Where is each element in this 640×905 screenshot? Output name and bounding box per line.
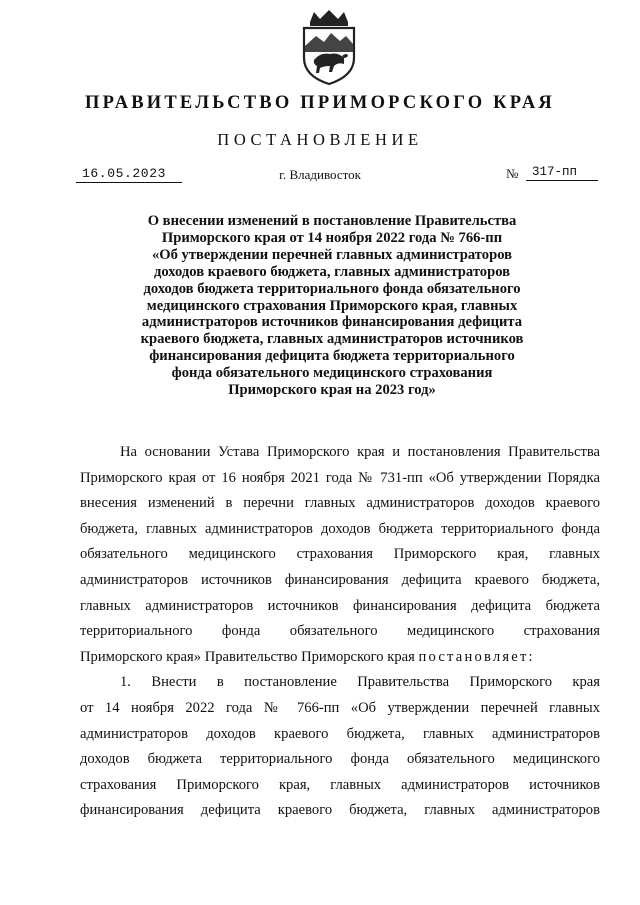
body-line: обязательного медицинского страхования Приморского края, главных — [80, 546, 600, 563]
document-subject — [132, 213, 532, 399]
paragraph-item-1 — [80, 670, 600, 824]
subject-line: медицинского страхования Приморского края, главных — [146, 297, 518, 314]
subject-line: «Об утверждении перечней главных администраторов — [151, 246, 513, 263]
body-line-text: Приморского края» Правительство Приморского края — [80, 648, 415, 665]
document-number: 317-пп — [526, 164, 598, 181]
subject-line: краевого бюджета, главных администраторов источников — [140, 331, 524, 348]
body-line: от 14 ноября 2022 года № 766-пп «Об утверждении перечней главных — [80, 699, 600, 716]
subject-line: доходов краевого бюджета, главных администраторов — [153, 263, 511, 280]
subject-line: доходов бюджета территориального фонда обязательного — [143, 280, 521, 297]
body-line: Приморского края от 16 ноября 2021 года № 731-пп «Об утверждении Порядка — [80, 469, 600, 486]
subject-line: администраторов источников финансирования дефицита — [141, 314, 523, 331]
body-line: На основании Устава Приморского края и постановления Правительства — [120, 444, 600, 460]
subject-line: фонда обязательного медицинского страхования — [171, 365, 493, 382]
resolution-word: постановляет: — [418, 648, 535, 665]
body-line: страхования Приморского края, главных администраторов источников — [80, 776, 600, 793]
subject-line: О внесении изменений в постановление Правительства — [147, 213, 517, 229]
document-type: ПОСТАНОВЛЕНИЕ — [217, 130, 423, 149]
body-line: территориального фонда обязательного медицинского страхования — [80, 623, 600, 640]
body-line: финансирования дефицита краевого бюджета, главных администраторов — [80, 802, 600, 819]
body-line: администраторов доходов краевого бюджета, главных администраторов — [80, 725, 600, 742]
number-sign: № — [506, 166, 519, 181]
body-line: главных администраторов источников финансирования дефицита бюджета — [80, 597, 600, 614]
document-body — [80, 440, 600, 824]
subject-line: Приморского края на 2023 год» — [228, 382, 436, 399]
org-title: ПРАВИТЕЛЬСТВО ПРИМОРСКОГО КРАЯ — [84, 93, 555, 113]
document-city: г. Владивосток — [279, 167, 361, 182]
body-line — [80, 645, 600, 671]
subject-line: Приморского края от 14 ноября 2022 года № 766-пп — [161, 229, 503, 246]
primorsky-coat-of-arms-icon — [298, 8, 360, 86]
body-line: бюджета, главных администраторов доходов бюджета территориального фонда — [80, 520, 600, 537]
body-line: внесения изменений в перечни главных администраторов доходов краевого — [80, 495, 600, 512]
document-meta-row — [0, 166, 640, 188]
body-line: доходов бюджета территориального фонда обязательного медицинского — [80, 751, 600, 768]
body-line: 1. Внести в постановление Правительства Приморского края — [120, 674, 600, 691]
document-date: 16.05.2023 — [76, 166, 182, 183]
subject-line: финансирования дефицита бюджета территориального — [149, 348, 515, 365]
paragraph-preamble — [80, 440, 600, 670]
body-line: администраторов источников финансирования дефицита краевого бюджета, — [80, 571, 600, 588]
